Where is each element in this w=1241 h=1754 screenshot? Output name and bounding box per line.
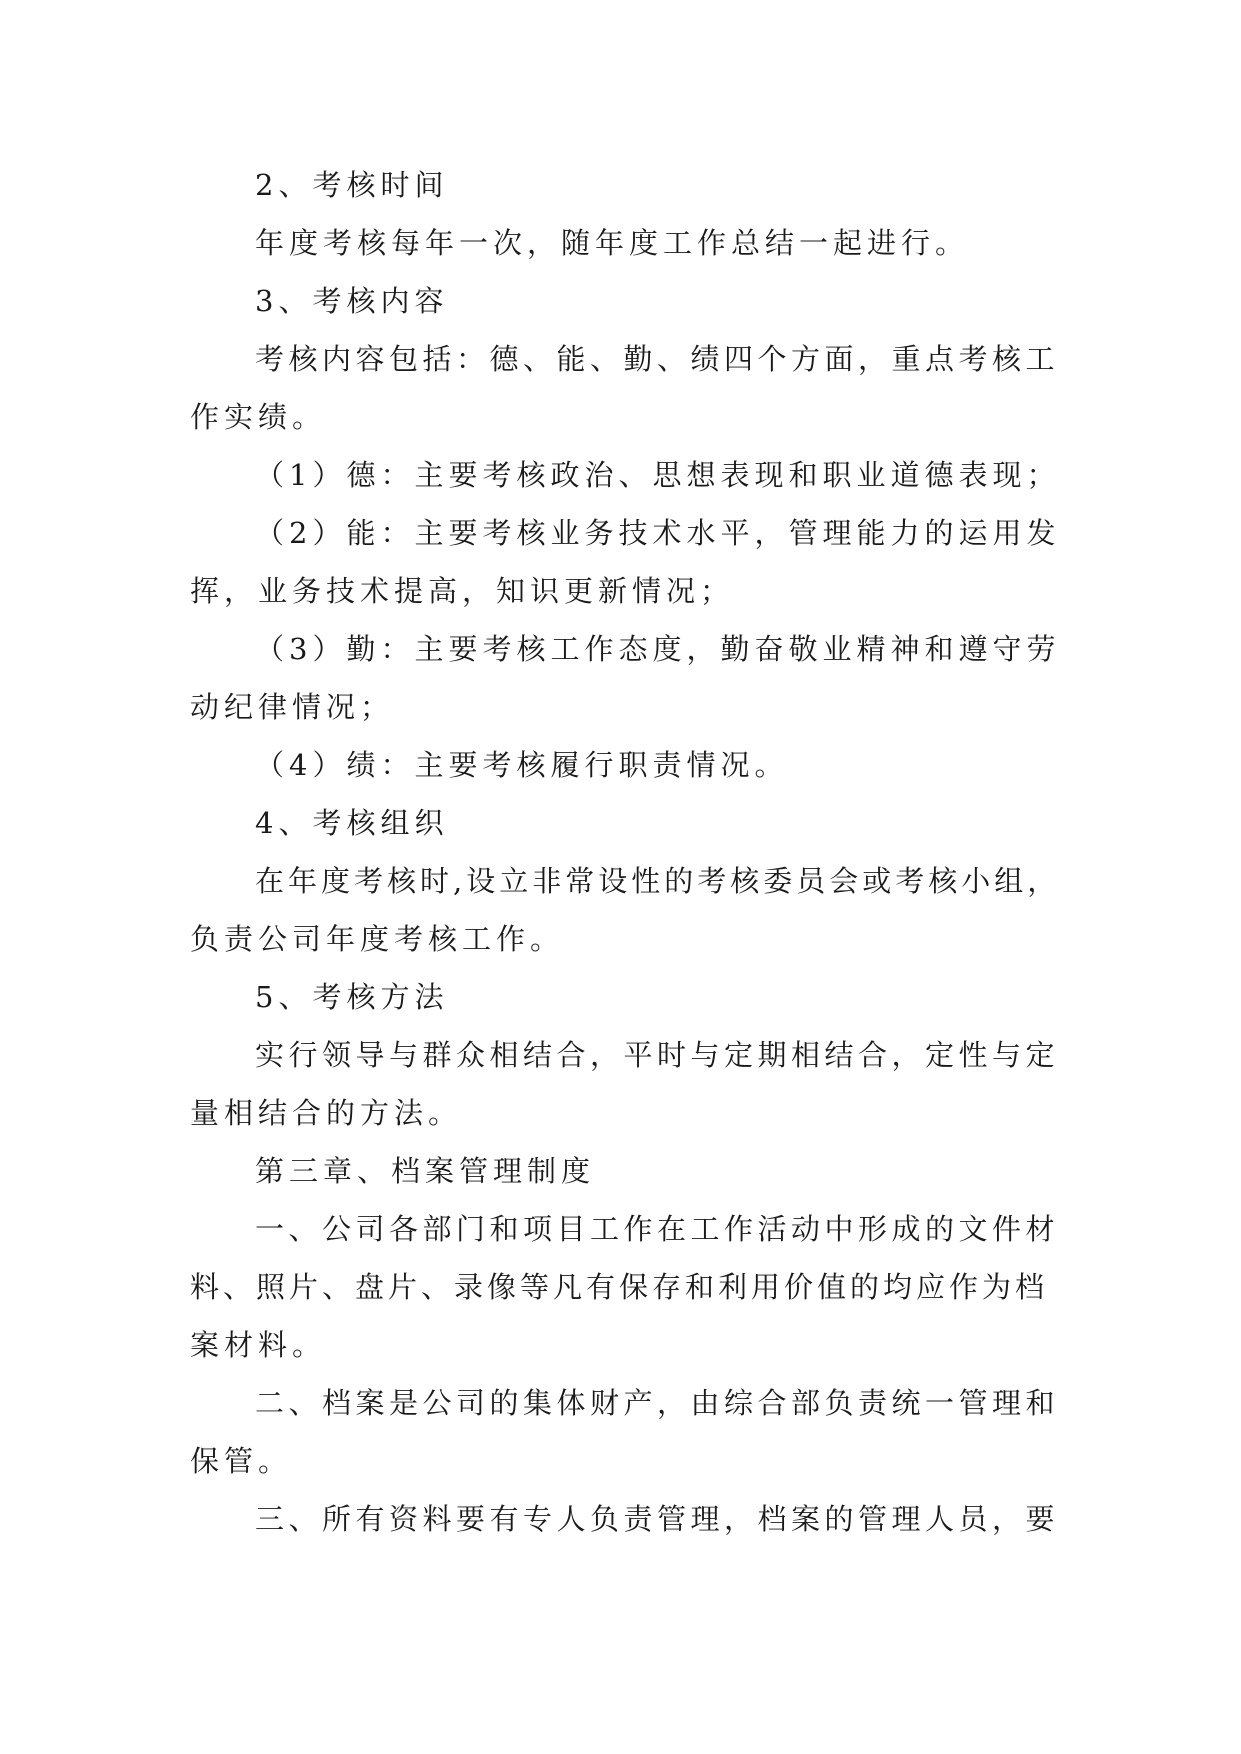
section-heading-assessment-method: 5、考核方法: [255, 980, 449, 1014]
paragraph-line: 一、公司各部门和项目工作在工作活动中形成的文件材: [255, 1212, 1060, 1246]
paragraph-line: 在年度考核时,设立非常设性的考核委员会或考核小组，: [255, 864, 1061, 898]
list-item-virtue: （1）德：主要考核政治、思想表现和职业道德表现；: [255, 458, 1061, 492]
paragraph-line: 实行领导与群众相结合，平时与定期相结合，定性与定: [255, 1038, 1060, 1072]
list-item-ability: （2）能：主要考核业务技术水平，管理能力的运用发: [255, 516, 1061, 550]
chapter-heading: 第三章、档案管理制度: [255, 1154, 596, 1188]
paragraph-line: 考核内容包括：德、能、勤、绩四个方面，重点考核工: [255, 342, 1060, 376]
list-item-performance: （4）绩：主要考核履行职责情况。: [255, 748, 789, 782]
paragraph-line: 年度考核每年一次，随年度工作总结一起进行。: [255, 226, 970, 260]
paragraph-line: 案材料。: [190, 1328, 327, 1362]
paragraph-line: 量相结合的方法。: [190, 1096, 463, 1130]
paragraph-line: 三、所有资料要有专人负责管理，档案的管理人员，要: [255, 1502, 1060, 1536]
paragraph-line: 作实绩。: [190, 400, 327, 434]
section-heading-assessment-time: 2、考核时间: [255, 168, 449, 202]
list-item-diligence: （3）勤：主要考核工作态度，勤奋敬业精神和遵守劳: [255, 632, 1061, 666]
paragraph-line: 保管。: [190, 1444, 293, 1478]
paragraph-line: 挥，业务技术提高，知识更新情况；: [190, 574, 735, 608]
paragraph-line: 动纪律情况；: [190, 690, 395, 724]
section-heading-assessment-organization: 4、考核组织: [255, 806, 449, 840]
paragraph-line: 二、档案是公司的集体财产，由综合部负责统一管理和: [255, 1386, 1060, 1420]
paragraph-line: 料、照片、盘片、录像等凡有保存和利用价值的均应作为档: [190, 1270, 1049, 1304]
section-heading-assessment-content: 3、考核内容: [255, 284, 449, 318]
paragraph-line: 负责公司年度考核工作。: [190, 922, 565, 956]
